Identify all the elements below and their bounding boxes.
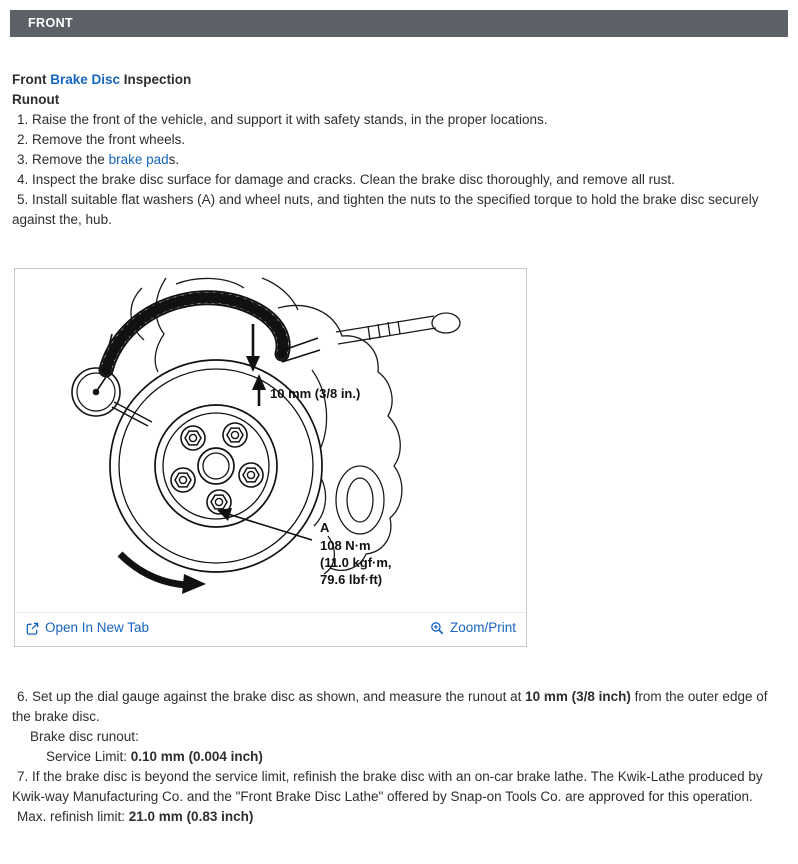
step-text: s.: [168, 152, 180, 167]
refinish-limit-value: 21.0 mm (0.83 inch): [128, 809, 254, 824]
step-number: 5.: [17, 192, 29, 207]
step-number: 1.: [17, 112, 29, 127]
content: [10, 37, 788, 827]
runout-heading: Runout: [12, 92, 60, 107]
brake-pad-link[interactable]: brake pad: [108, 152, 169, 167]
open-in-new-tab-link[interactable]: [25, 618, 149, 638]
torque-lbf-label: 79.6 lbf·ft): [320, 572, 383, 587]
service-limit-label: Service Limit:: [46, 749, 131, 764]
step-5: [12, 190, 772, 230]
step-text: Inspect the brake disc surface for damage and cracks. Clean the brake disc thoroughly, and remove all rust.: [28, 172, 675, 187]
torque-value-label: 108 N·m: [320, 538, 371, 553]
step-number: 2.: [17, 132, 29, 147]
brake-disc-diagram: [15, 269, 526, 612]
step-7: [12, 767, 772, 807]
step-2: [12, 130, 772, 150]
step-6: [12, 687, 772, 727]
section-title: FRONT: [28, 16, 74, 30]
step-text: from the outer edge of the brake disc.: [12, 689, 768, 724]
brake-disc-link[interactable]: Brake Disc: [50, 72, 121, 87]
torque-kgf-label: (11.0 kgf·m,: [320, 555, 392, 570]
step-4: [12, 170, 772, 190]
figure-toolbar: [15, 612, 526, 646]
zoom-print-label: Zoom/Print: [449, 620, 516, 635]
open-in-new-tab-label: Open In New Tab: [45, 620, 150, 635]
service-limit: [12, 747, 772, 767]
step-text: Raise the front of the vehicle, and support it with safety stands, in the proper locations.: [28, 112, 548, 127]
step-text: Install suitable flat washers (A) and wheel nuts, and tighten the nuts to the specified torque to hold the brake disc securely against the, hub.: [12, 192, 759, 227]
step-number: 3.: [17, 152, 29, 167]
step-text: Remove the front wheels.: [28, 132, 186, 147]
refinish-limit: [12, 807, 772, 827]
step-number: 4.: [17, 172, 29, 187]
step-number: 6.: [17, 689, 29, 704]
step-1: [12, 110, 772, 130]
step-text: Set up the dial gauge against the brake disc as shown, and measure the runout at: [28, 689, 526, 704]
refinish-limit-label: Max. refinish limit:: [17, 809, 129, 824]
step-3: [12, 150, 772, 170]
step-number: 7.: [17, 769, 29, 784]
zoom-print-link[interactable]: [430, 618, 516, 638]
measure-label: 10 mm (3/8 in.): [270, 386, 361, 401]
title-suffix: Inspection: [120, 72, 192, 87]
step-text: If the brake disc is beyond the service limit, refinish the brake disc with an on-car brake lathe. The Kwik-Lathe produced by Kwik-way Manufacturing Co. and the "Front Brake Disc Lathe" offered by Snap-on Tools Co. are approved for this operation.: [12, 769, 763, 804]
point-a-label: A: [320, 520, 330, 535]
page-title: [12, 70, 772, 90]
title-prefix: Front: [12, 72, 51, 87]
step-text: Remove the: [28, 152, 109, 167]
section-header: [10, 10, 788, 37]
open-in-new-icon: [25, 621, 40, 636]
runout-spec-label: Brake disc runout:: [30, 729, 139, 744]
measurement-value: 10 mm (3/8 inch): [525, 689, 631, 704]
zoom-icon: [430, 621, 445, 636]
brake-disc-illustration: [16, 274, 526, 606]
service-limit-value: 0.10 mm (0.004 inch): [130, 749, 263, 764]
figure: [14, 268, 527, 647]
